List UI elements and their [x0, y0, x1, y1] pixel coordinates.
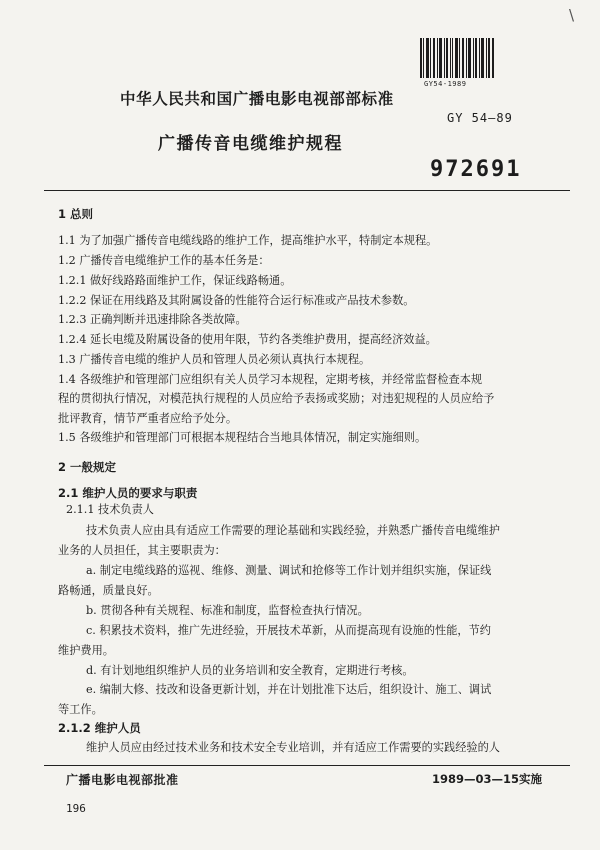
footer-rule — [44, 765, 570, 766]
standard-number: GY 54—89 — [447, 111, 513, 125]
body-line: b. 贯彻各种有关规程、标准和制度，监督检查执行情况。 — [86, 604, 369, 617]
barcode — [419, 38, 495, 84]
body-line: 业务的人员担任，其主要职责为： — [58, 544, 226, 557]
body-line: c. 积累技术资料，推广先进经验，开展技术革新，从而提高现有设施的性能，节约 — [86, 624, 491, 637]
issuer-title: 中华人民共和国广播电影电视部部标准 — [120, 90, 394, 108]
body-line: e. 编制大修、技改和设备更新计划，并在计划批准下达后，组织设计、施工、调试 — [86, 683, 492, 696]
body-line: 程的贯彻执行情况，对模范执行规程的人员应给予表扬或奖励；对违犯规程的人员应给予 — [58, 392, 495, 405]
document-title: 广播传音电缆维护规程 — [158, 134, 343, 154]
section-heading: 1 总则 — [58, 207, 94, 221]
body-line: 等工作。 — [58, 703, 103, 716]
section-heading: 2 一般规定 — [58, 460, 117, 474]
body-line: 1.2.4 延长电缆及附属设备的使用年限，节约各类维护费用，提高经济效益。 — [58, 333, 437, 346]
approval-authority: 广播电影电视部批准 — [66, 773, 179, 787]
body-line: d. 有计划地组织维护人员的业务培训和安全教育，定期进行考核。 — [86, 664, 414, 677]
corner-mark: \ — [569, 6, 575, 24]
body-line: 1.2.1 做好线路路面维护工作，保证线路畅通。 — [58, 274, 292, 287]
page-number: 196 — [66, 802, 86, 815]
body-line: 路畅通，质量良好。 — [58, 584, 159, 597]
body-line: 维护人员应由经过技术业务和技术安全专业培训，并有适应工作需要的实践经验的人 — [86, 741, 500, 754]
body-line: 1.4 各级维护和管理部门应组织有关人员学习本规程，定期考核，并经常监督检查本规 — [58, 373, 483, 386]
body-line: 1.1 为了加强广播传音电缆线路的维护工作，提高维护水平，特制定本规程。 — [58, 234, 438, 247]
body-line: 批评教育，情节严重者应给予处分。 — [58, 412, 238, 425]
body-line: 2.1.1 技术负责人 — [66, 503, 154, 516]
header-rule — [44, 190, 570, 191]
body-line: 1.2.3 正确判断并迅速排除各类故障。 — [58, 313, 247, 326]
body-line: 维护费用。 — [58, 644, 114, 657]
body-line: a. 制定电缆线路的巡视、维修、测量、调试和抢修等工作计划并组织实施，保证线 — [86, 564, 492, 577]
body-line: 1.2.2 保证在用线路及其附属设备的性能符合运行标准或产品技术参数。 — [58, 294, 415, 307]
body-line: 1.5 各级维护和管理部门可根据本规程结合当地具体情况，制定实施细则。 — [58, 431, 427, 444]
body-line: 1.3 广播传音电缆的维护人员和管理人员必须认真执行本规程。 — [58, 353, 371, 366]
body-line: 技术负责人应由具有适应工作需要的理论基础和实践经验，并熟悉广播传音电缆维护 — [86, 524, 500, 537]
section-heading: 2.1 维护人员的要求与职责 — [58, 486, 198, 500]
section-heading: 2.1.2 维护人员 — [58, 721, 141, 735]
body-line: 1.2 广播传音电缆维护工作的基本任务是： — [58, 254, 270, 267]
barcode-caption: GY54-1989 — [424, 80, 467, 88]
implementation-date: 1989—03—15实施 — [432, 772, 543, 786]
serial-number: 972691 — [430, 157, 522, 182]
